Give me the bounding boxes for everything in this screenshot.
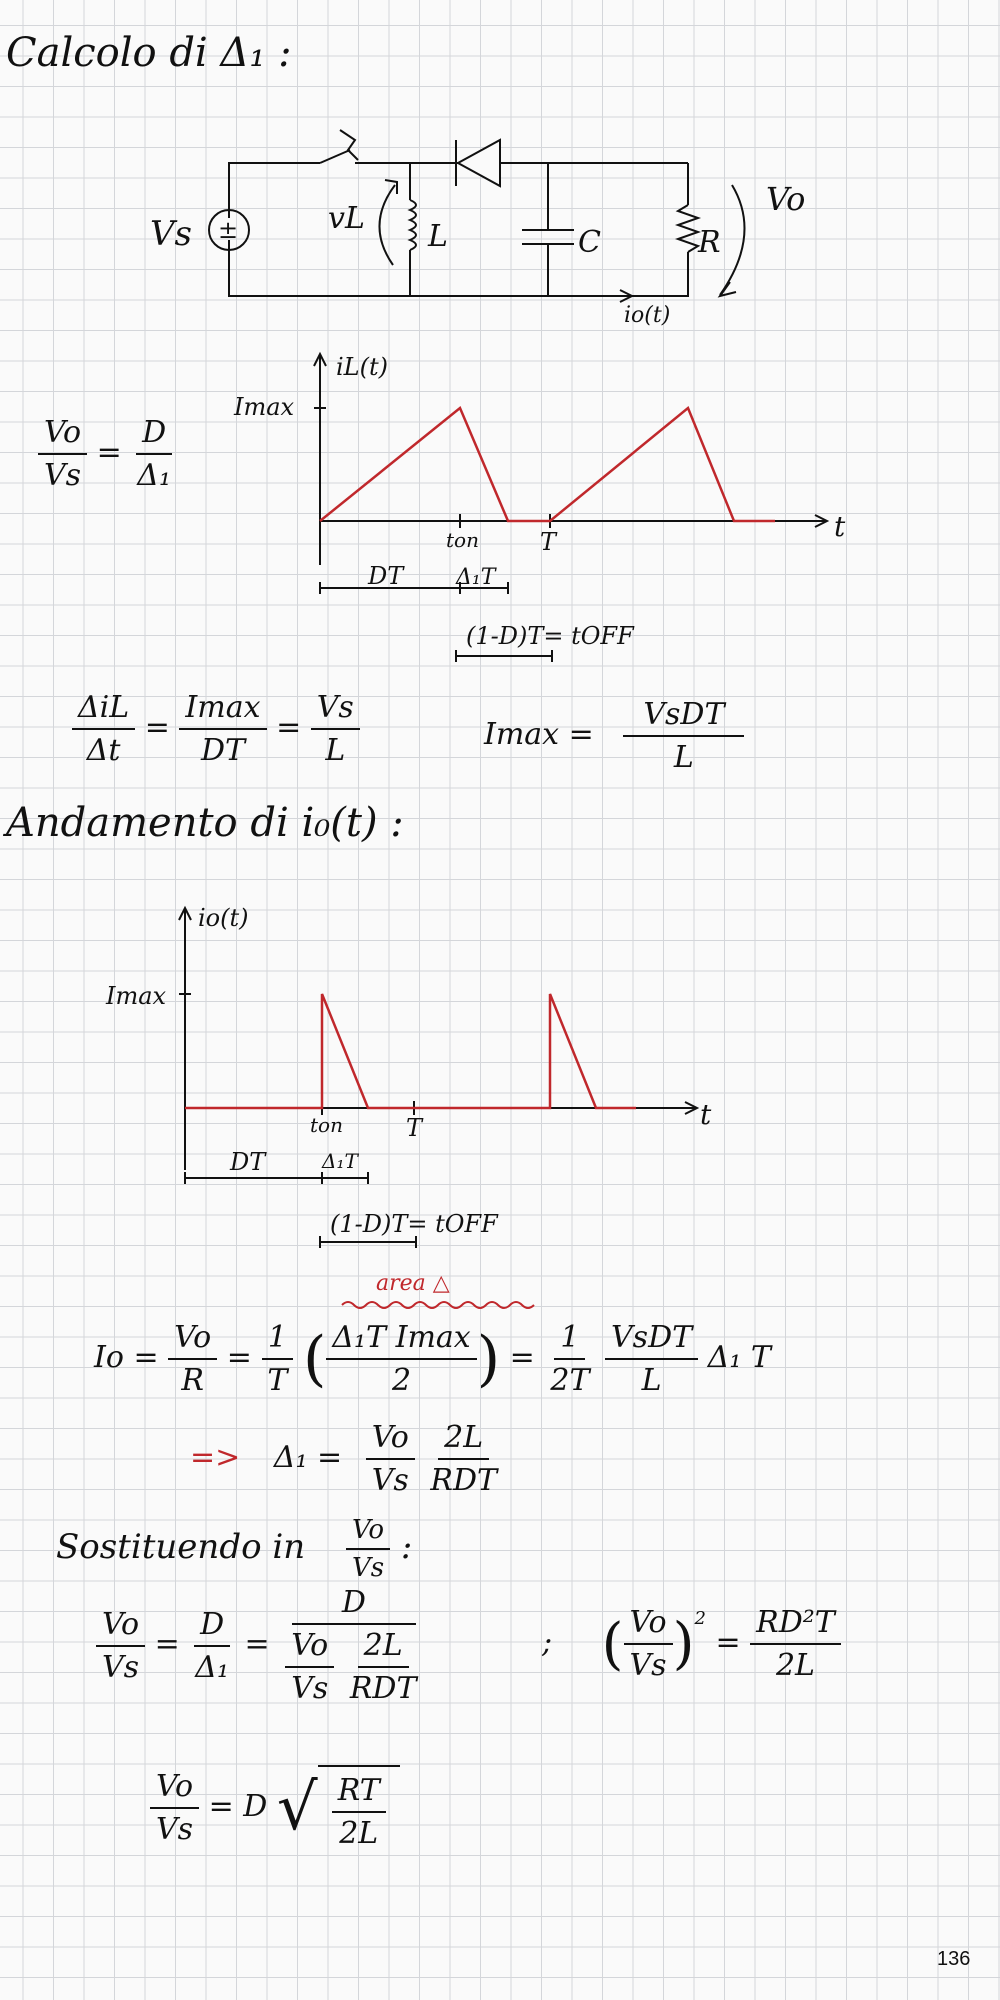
eq6-exp: 2: [694, 1608, 706, 1629]
io-label: io(t): [624, 303, 671, 328]
eq4-n3: Δ₁T Imax: [326, 1320, 476, 1360]
il-dt-label: DT: [368, 562, 404, 590]
eq1-num2: D: [136, 415, 172, 455]
io-waveform: [185, 994, 636, 1108]
eq4-n1: Vo: [168, 1320, 217, 1360]
il-t-label: T: [540, 528, 557, 556]
eq3-lhs: Imax =: [484, 717, 594, 752]
eq5-d1: Vs: [371, 1463, 409, 1498]
eq6-n4b: 2L: [358, 1628, 409, 1668]
io-t-label: T: [406, 1114, 423, 1142]
page-number: 136: [937, 1948, 971, 1970]
eq6-d4a: Vs: [291, 1671, 329, 1706]
eq2-d3: L: [325, 733, 346, 768]
heading-andamento: Andamento di i₀(t) :: [6, 800, 404, 846]
eq6-n6: RD²T: [750, 1605, 841, 1645]
eq6-n5: Vo: [624, 1605, 673, 1645]
sost-den: Vs: [351, 1553, 385, 1583]
eq6-sep: ;: [542, 1625, 553, 1660]
il-y-label: iL(t): [336, 353, 388, 381]
io-dt-label: DT: [230, 1148, 266, 1176]
eq2-d1: Δt: [86, 733, 121, 768]
eq7-d1: Vs: [156, 1812, 194, 1847]
io-imax-label: Imax: [106, 982, 167, 1010]
heading-calcolo: Calcolo di Δ₁ :: [6, 30, 292, 76]
eq4-n5: VsDT: [605, 1320, 698, 1360]
io-ton-label: ton: [310, 1113, 343, 1137]
eq2-n2: Imax: [179, 690, 266, 730]
eq6-d2: Δ₁: [195, 1649, 229, 1685]
eq6-d4b: RDT: [349, 1671, 417, 1706]
eq1-eq: =: [96, 435, 122, 470]
area-annotation: area △: [376, 1271, 450, 1296]
eq6-d1: Vs: [102, 1649, 140, 1685]
c-label: C: [578, 225, 601, 260]
implies-arrow: =>: [190, 1440, 241, 1475]
eq7-rd: 2L: [339, 1816, 379, 1851]
io-d1t-label: Δ₁T: [322, 1149, 358, 1173]
l-label: L: [428, 219, 448, 254]
eq-delta1: [190, 1420, 503, 1498]
eq5-d2: RDT: [430, 1463, 498, 1498]
vo-label: Vo: [766, 180, 806, 218]
vl-label: vL: [328, 201, 365, 236]
eq2-d2: DT: [200, 733, 245, 768]
eq4-d5: L: [641, 1363, 662, 1398]
eq7-rn: RT: [332, 1773, 386, 1813]
eq-squared: ; ( $\frac{Vo}{Vs}$ )$^2$ = $\frac{\text{RD²T}}{2L}$: [542, 1605, 841, 1683]
il-ton-label: ton: [446, 528, 479, 552]
sqrt-sign: √: [276, 1771, 318, 1845]
sostituendo-line: Sostituendo in $\frac{Vo}{Vs}$ :: [56, 1515, 413, 1583]
eq7-d: D: [243, 1789, 268, 1824]
eq4-d1: R: [181, 1363, 204, 1398]
eq2-n1: ΔiL: [72, 690, 135, 730]
eq4-d2: T: [267, 1363, 288, 1398]
il-d1t-label: Δ₁T: [456, 565, 496, 590]
eq-slope: $\frac{\text{ΔiL}}{\Delta t}$ = $\frac{Imax}{DT}$ = $\frac{Vs}{L}$: [72, 690, 360, 768]
eq-io: Io = $\frac{Vo}{R}$ = $\frac{1}{T}$ ( $\frac{\text{Δ₁T Imax}}{2}$ ) = $\frac{1}{2T}$ $\frac{\text{VsDT}}{L}$ Δ₁ T: [94, 1320, 771, 1398]
eq6-d6: 2L: [775, 1648, 815, 1683]
eq-substitution: $\frac{Vo}{Vs}$ = $\frac{D}{\text{Δ₁}}$ = D $\frac{Vo}{Vs}$ $\frac{2L}{\text{RDT}}$: [96, 1585, 429, 1706]
eq4-d3: 2: [391, 1363, 412, 1398]
il-toff-label: (1-D)T= tOFF: [466, 622, 634, 650]
eq5-n1: Vo: [366, 1420, 415, 1460]
eq1-den2: Δ₁: [137, 458, 171, 493]
eq4-n4: 1: [554, 1320, 585, 1360]
eq1-den1: Vs: [44, 458, 82, 493]
il-x-label: t: [834, 510, 846, 543]
eq1-num1: Vo: [38, 415, 87, 455]
vs-label: Vs: [150, 214, 193, 254]
eq6-n2: D: [194, 1607, 230, 1647]
io-toff-label: (1-D)T= tOFF: [330, 1210, 498, 1238]
io-y-label: io(t): [198, 904, 249, 932]
eq5-n2: 2L: [438, 1420, 489, 1460]
eq3-num: VsDT: [623, 697, 744, 737]
io-x-label: t: [700, 1098, 712, 1131]
eq6-n1: Vo: [96, 1607, 145, 1647]
eq6-n3: D: [292, 1585, 416, 1625]
eq4-tail: Δ₁ T: [707, 1340, 771, 1375]
il-imax-label: Imax: [234, 393, 295, 421]
eq3-den: L: [673, 740, 694, 775]
area-underline: [342, 1302, 534, 1308]
sost-num: Vo: [346, 1515, 390, 1550]
eq2-n3: Vs: [311, 690, 360, 730]
source-symbol: ±: [218, 216, 239, 244]
eq-final: $\frac{Vo}{Vs}$ = D √ $\frac{RT}{2L}$: [150, 1765, 400, 1851]
eq4-lhs: Io: [94, 1340, 124, 1375]
r-label: R: [698, 225, 721, 260]
eq4-d4: 2T: [550, 1363, 590, 1398]
eq4-n2: 1: [262, 1320, 293, 1360]
eq5-lhs: Δ₁ =: [273, 1440, 343, 1475]
eq6-d5: Vs: [629, 1648, 667, 1683]
eq6-n4a: Vo: [285, 1628, 334, 1668]
heading-sostituendo: Sostituendo in: [56, 1527, 306, 1567]
eq7-n1: Vo: [150, 1769, 199, 1809]
